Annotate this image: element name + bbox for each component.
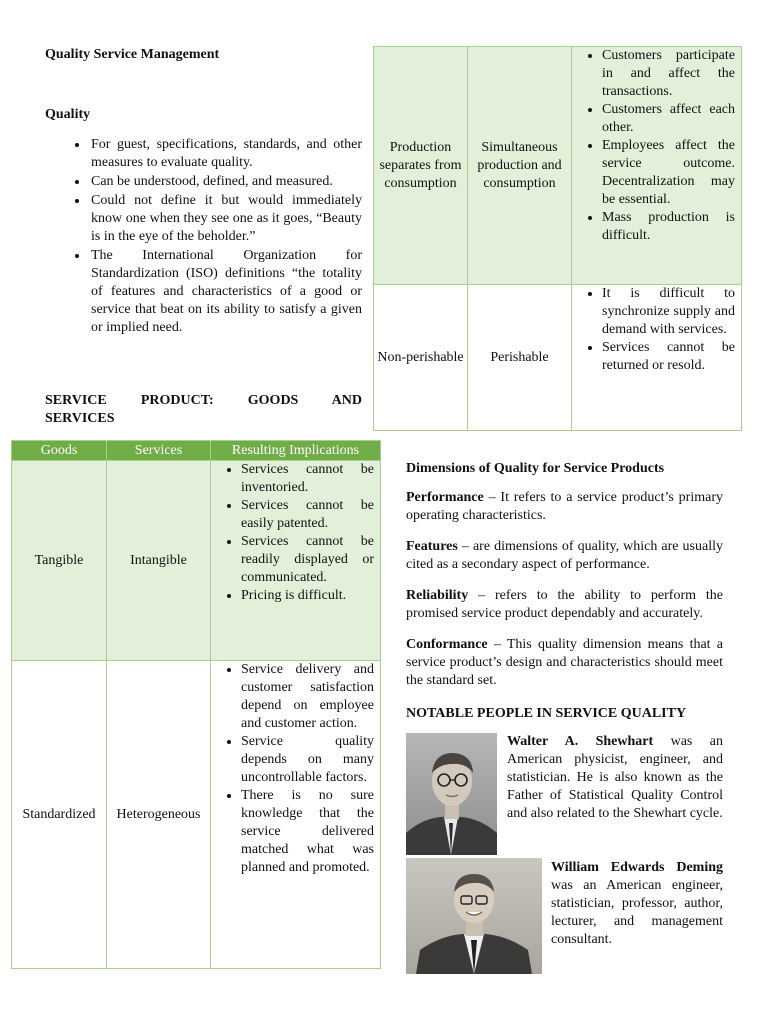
services-cell: Perishable [468,285,572,431]
table-row [12,661,381,969]
column-header-goods: Goods [12,441,107,461]
list-item: • Customers participate in and affect the transactions. [602,47,735,101]
implications-cell [572,47,742,285]
goods-cell: Production separates from consumption [374,47,468,285]
goods-cell: Non-perishable [374,285,468,431]
dimension-term: Performance [406,490,484,505]
person-bio: was an American physicist, engineer, and statistician. He is also known as the Father of Statistical Quality Control and also related to the Shewhart cycle. [507,734,723,821]
deming-bio [551,859,723,949]
list-item: • The International Organization for Standardization (ISO) definitions “the totality of features and characteristics of a good or service that beat on its ability to satisfy a given or implied need. [89,247,362,337]
dimension-term: Features [406,539,458,554]
notable-heading: NOTABLE PEOPLE IN SERVICE QUALITY [406,706,687,721]
page-title: Quality Service Management [45,47,220,62]
implications-cell [572,285,742,431]
goods-cell: Standardized [12,661,107,969]
quality-heading: Quality [45,107,91,122]
implications-cell [211,461,381,661]
list-item: • Services cannot be easily patented. [241,497,374,533]
dimension-term: Reliability [406,588,469,603]
dimension-text: – This quality dimension means that a service product’s design and characteristics should meet the standard set. [406,637,723,688]
list-item: • Can be understood, defined, and measured. [89,173,362,191]
service-product-heading: SERVICE PRODUCT: GOODS AND SERVICES [45,393,362,426]
list-item: • Services cannot be returned or resold. [602,339,735,375]
person-bio: was an American engineer, statistician, professor, author, lecturer, and management consultant. [551,878,723,947]
list-item: • Services cannot be inventoried. [241,461,374,497]
table-row [374,47,742,285]
dimension-term: Conformance [406,637,488,652]
implications-cell [211,661,381,969]
services-cell: Heterogeneous [107,661,211,969]
column-header-services: Services [107,441,211,461]
dimension-conformance [406,636,723,690]
service-product-table [11,440,381,969]
dimension-text: – refers to the ability to perform the promised service product dependably and accurately. [406,588,723,621]
list-item: • Service quality depends on many uncontrollable factors. [241,733,374,787]
list-item: • Customers affect each other. [602,101,735,137]
list-item: • Services cannot be readily displayed or communicated. [241,533,374,587]
goods-cell: Tangible [12,461,107,661]
list-item: • Mass production is difficult. [602,209,735,245]
person-name: William Edwards Deming [551,860,723,875]
dimension-reliability [406,587,723,623]
column-header-implications: Resulting Implications [211,441,381,461]
services-cell: Simultaneous production and consumption [468,47,572,285]
dimension-text: – are dimensions of quality, which are usually cited as a secondary aspect of performance. [406,539,723,572]
dimension-features [406,538,723,574]
shewhart-bio [507,733,723,823]
list-item: • Employees affect the service outcome. Decentralization may be essential. [602,137,735,209]
services-cell: Intangible [107,461,211,661]
deming-portrait [406,858,542,974]
list-item: • For guest, specifications, standards, and other measures to evaluate quality. [89,136,362,172]
shewhart-photo-icon [406,733,497,855]
shewhart-portrait [406,733,497,855]
list-item: • Pricing is difficult. [241,587,374,605]
table-header-row [12,441,381,461]
deming-photo-icon [406,858,542,974]
list-item: • Service delivery and customer satisfaction depend on employee and customer action. [241,661,374,733]
continued-table [373,46,742,431]
person-name: Walter A. Shewhart [507,734,654,749]
dimensions-heading: Dimensions of Quality for Service Products [406,461,665,476]
list-item: • It is difficult to synchronize supply and demand with services. [602,285,735,339]
quality-bullet-list [45,136,362,337]
dimension-performance [406,489,723,525]
table-row [374,285,742,431]
list-item: • There is no sure knowledge that the service delivered matched what was planned and promoted. [241,787,374,877]
quality-list-wrap [45,136,362,338]
table-row [12,461,381,661]
dimension-text: – It refers to a service product’s primary operating characteristics. [406,490,723,523]
list-item: • Could not define it but would immediately know one when they see one as it goes, “Beauty is in the eye of the beholder.” [89,192,362,246]
